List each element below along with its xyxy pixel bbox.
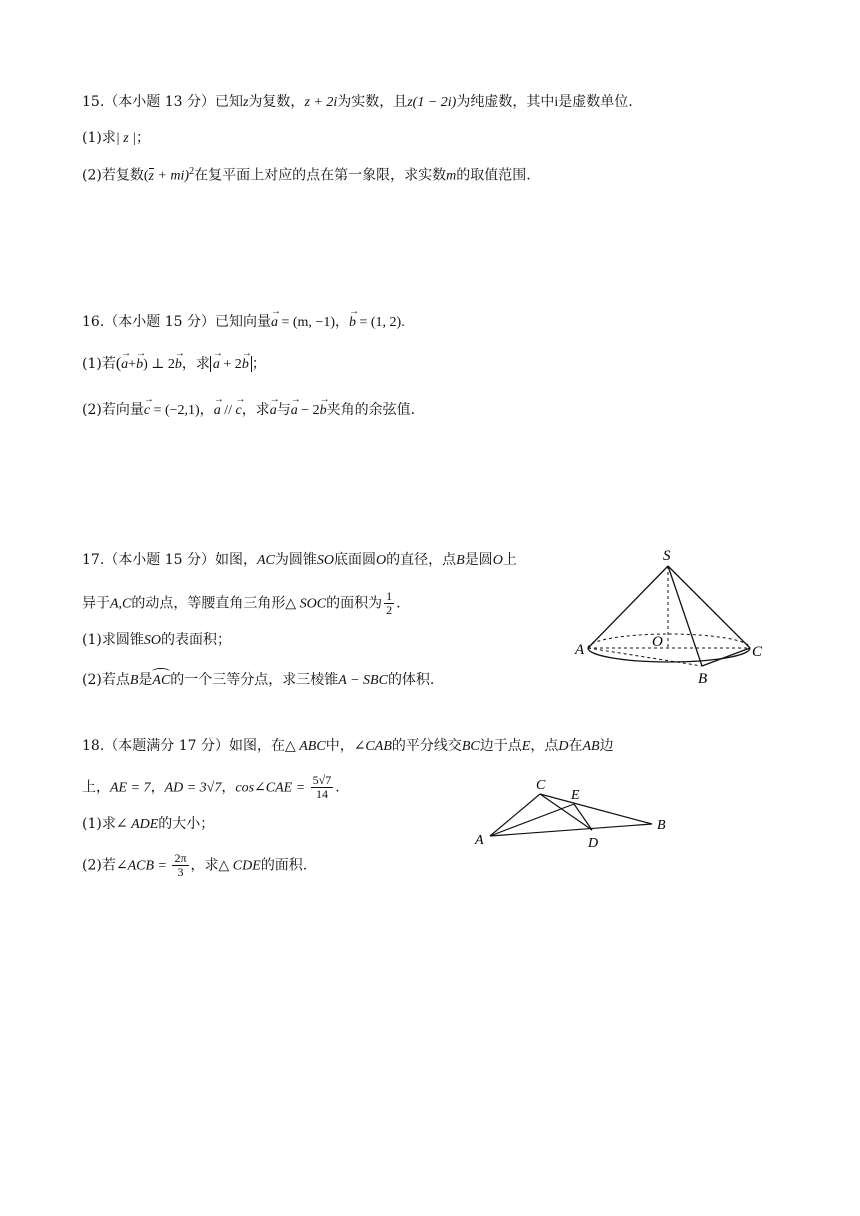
- q16-part1: (1)若(→ a+→ b) ⊥ 2→ b，求→ a + 2→ b ；: [82, 354, 266, 375]
- base-back-arc: [588, 634, 750, 648]
- fraction-angle: $\frac{2\pi}{3}$: [174, 851, 187, 879]
- segment-ED: [574, 804, 592, 830]
- q15-part2: (2)若复数(z + mi)$^2$在复平面上对应的点在第一象限，求实数m的取值范围.: [82, 166, 531, 184]
- q17-line1: 17.（本小题 15 分）如图，AC为圆锥SO底面圆O的直径，点B是圆O上: [82, 552, 517, 568]
- label-S: S: [663, 548, 671, 564]
- q16-line1: 16.（本小题 15 分）已知向量→ a = (m, −1)，→ b = (1, 2).: [82, 312, 405, 333]
- label-C: C: [536, 778, 546, 793]
- segment-CD: [540, 794, 592, 830]
- label-E: E: [571, 788, 580, 803]
- segment-AB: [490, 824, 652, 836]
- label-O: O: [652, 634, 663, 650]
- segment-BC: [702, 648, 750, 666]
- q17-part2: (2)若点B是AC的一个三等分点，求三棱锥A − SBC的体积.: [82, 670, 434, 691]
- edge-SB: [668, 566, 702, 666]
- q17-line2: 异于A,C的动点，等腰直角三角形△ SOC的面积为 $\frac{1}{2}$ .: [82, 589, 401, 617]
- label-C: C: [752, 644, 763, 660]
- q18-line2: 上，AE = 7，AD = 3√7，cos∠CAE = $\frac{5√7}{14}$ .: [82, 773, 340, 801]
- fraction-half: $\frac{1}{2}$: [386, 589, 393, 617]
- label-A: A: [575, 642, 585, 658]
- label-D: D: [588, 836, 599, 851]
- base-front-arc: [588, 648, 750, 662]
- edge-SC: [668, 566, 750, 648]
- q18-part2: (2)若∠ACB = $\frac{2\pi}{3}$ ，求△ CDE的面积.: [82, 851, 308, 879]
- q15-line1: 15.（本小题 13 分）已知z为复数，z + 2i为实数，且z(1 − 2i)为纯虚数，其中i是虚数单位.: [82, 94, 633, 110]
- q16-part2: (2)若向量→ c = (−2,1)，→ a // → c，求→ a与→ a − 2→ b夹角的余弦值.: [82, 400, 415, 421]
- q15-part1: (1)求| z |；: [82, 130, 150, 146]
- label-B: B: [698, 671, 708, 687]
- fraction-cos: $\frac{5√7}{14}$: [312, 773, 332, 801]
- q18-part1: (1)求∠ ADE的大小；: [82, 816, 215, 832]
- label-B: B: [657, 818, 666, 833]
- segment-AC: [490, 794, 540, 836]
- q18-line1: 18.（本题满分 17 分）如图，在△ ABC中，∠CAB的平分线交BC边于点E，点D在AB边: [82, 738, 614, 754]
- segment-CB: [540, 794, 652, 824]
- label-A: A: [475, 833, 484, 848]
- triangle-figure: [470, 772, 680, 852]
- cone-figure: [570, 546, 790, 690]
- q17-part1: (1)求圆锥SO的表面积；: [82, 632, 231, 648]
